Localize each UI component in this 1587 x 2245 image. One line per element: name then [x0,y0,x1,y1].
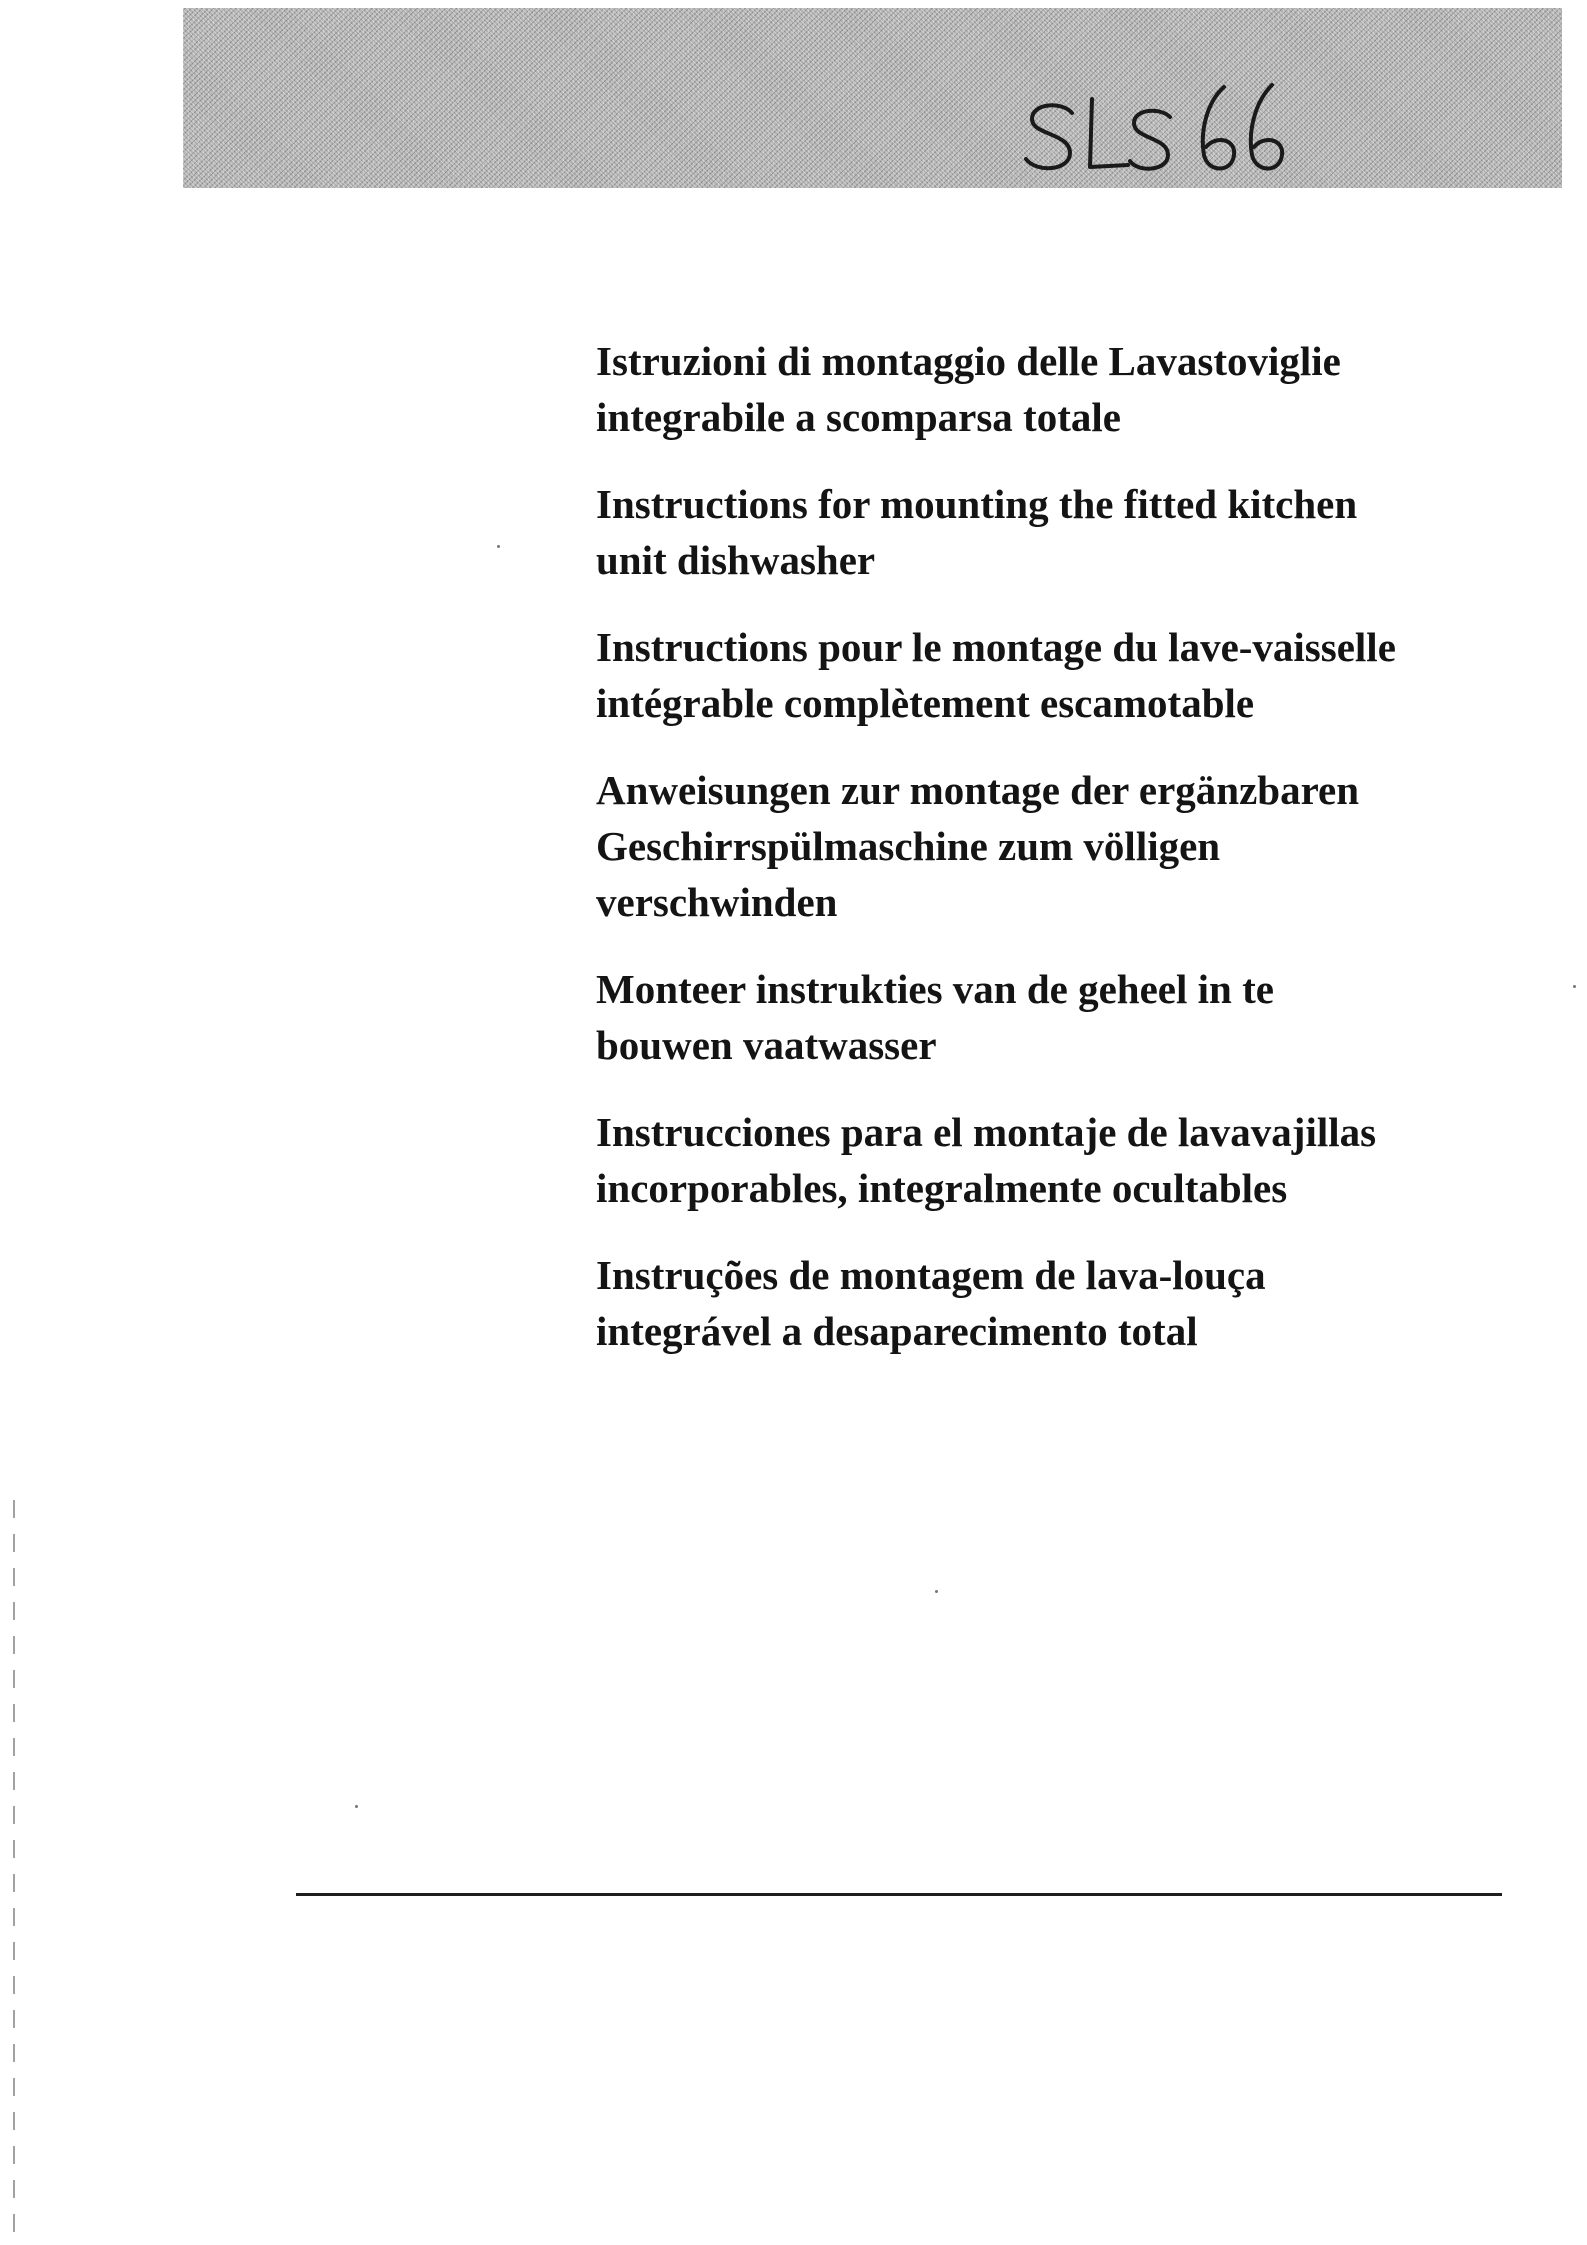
title-line: integrabile a scomparsa totale [596,394,1121,440]
header-band [183,8,1562,188]
title-line: Geschirrspülmaschine zum völligen [596,823,1221,869]
title-line: Anweisungen zur montage der ergänzbaren [596,767,1360,813]
scan-margin-artifact [13,1500,15,2245]
title-line: intégrable complètement escamotable [596,680,1255,726]
multilingual-title-list [596,333,1556,1390]
title-dutch [596,961,1556,1073]
title-line: Instruções de montagem de lava-louça [596,1252,1266,1298]
title-line: incorporables, integralmente ocultables [596,1165,1288,1211]
title-line: Instructions for mounting the fitted kitchen [596,481,1358,527]
scan-speck [355,1805,358,1808]
title-line: verschwinden [596,879,838,925]
title-line: unit dishwasher [596,537,876,583]
title-line: Monteer instrukties van de geheel in te [596,966,1274,1012]
handwritten-model-code [1010,55,1300,190]
title-spanish [596,1104,1556,1216]
title-german [596,762,1556,930]
title-line: Istruzioni di montaggio delle Lavastoviglie [596,338,1341,384]
title-italian [596,333,1556,445]
title-french [596,619,1556,731]
title-line: integrável a desaparecimento total [596,1308,1198,1354]
title-line: Instructions pour le montage du lave-vaisselle [596,624,1396,670]
title-line: bouwen vaatwasser [596,1022,937,1068]
title-english [596,476,1556,588]
scan-speck [1573,985,1576,988]
scan-speck [497,545,500,548]
bottom-divider [296,1893,1502,1896]
title-portuguese [596,1247,1556,1359]
scan-speck [935,1590,938,1593]
title-line: Instrucciones para el montaje de lavavajillas [596,1109,1377,1155]
